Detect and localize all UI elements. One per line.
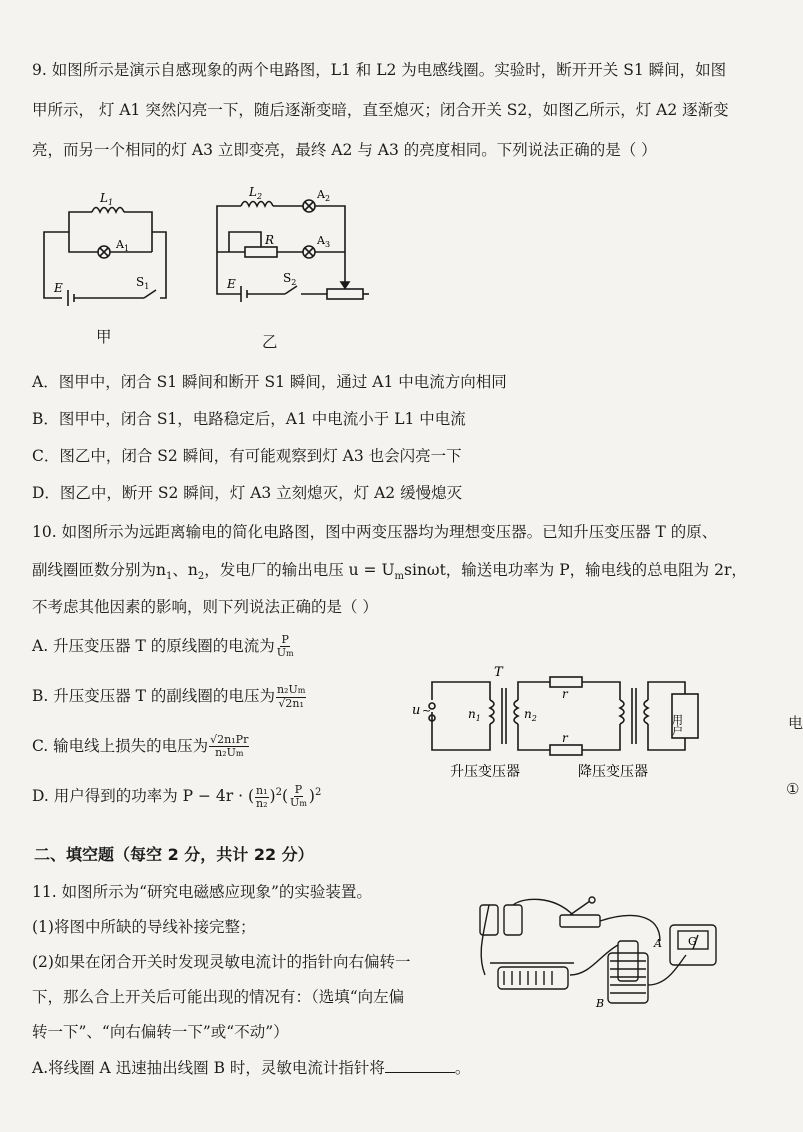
q9-figure-jia bbox=[36, 180, 186, 310]
q11-part2-line1: (2)如果在闭合开关时发现灵敏电流计的指针向右偏转一 bbox=[32, 953, 411, 971]
q10-fig-n2-label: n bbox=[524, 707, 532, 721]
q9-yi-lamp-a2-sub: 2 bbox=[324, 194, 331, 203]
q9-jia-inductor-sub: 1 bbox=[107, 198, 114, 207]
svg-text:S1 bbox=[136, 275, 149, 291]
q11-fig-galvanometer-label: G bbox=[688, 935, 697, 948]
q9-jia-switch-label: S bbox=[136, 275, 145, 289]
q10-fig-n1-sub: 1 bbox=[475, 714, 481, 723]
section2-title: 二、填空题（每空 2 分，共计 22 分） bbox=[34, 845, 314, 864]
q10-option-b bbox=[32, 684, 307, 710]
q10-option-a-fraction bbox=[276, 634, 295, 660]
q10-fig-ac-symbol-icon: ~ bbox=[422, 704, 432, 717]
q11-part2-line2: 下，那么合上开关后可能出现的情况有：（选填“向左偏 bbox=[32, 988, 405, 1006]
q9-yi-rheostat-label: R bbox=[265, 233, 275, 247]
svg-text:n1 bbox=[468, 707, 481, 723]
q10-fig-r-top-label: r bbox=[562, 687, 568, 701]
margin-fragment-1: 电 bbox=[788, 714, 803, 732]
q11-fig-coil-b-label: B bbox=[596, 997, 605, 1010]
q10-option-a-den: U bbox=[276, 646, 287, 659]
q11-part2-a-text: A.将线圈 A 迅速抽出线圈 B 时，灵敏电流计指针将 bbox=[32, 1059, 385, 1077]
q10-option-d-f1-den: n₂ bbox=[256, 796, 268, 810]
q10-option-d-f2-den: U bbox=[290, 796, 300, 809]
q9-yi-lamp-a3-label: A bbox=[317, 234, 325, 247]
q10-fig-voltage-label: u bbox=[412, 703, 421, 718]
q10-option-b-text: B. 升压变压器 T 的副线圈的电压为 bbox=[32, 687, 275, 705]
svg-text:A2 bbox=[316, 188, 330, 203]
q9-yi-switch-sub: 2 bbox=[291, 278, 297, 287]
svg-text:S2 bbox=[283, 271, 296, 287]
q10-option-c-den: n₂U bbox=[215, 746, 236, 759]
q10-transmission-figure bbox=[410, 664, 710, 784]
q9-option-b: B．图甲中，闭合 S1，电路稳定后，A1 中电流小于 L1 中电流 bbox=[32, 410, 466, 428]
q10-stem-line3: 不考虑其他因素的影响，则下列说法正确的是（ ） bbox=[32, 598, 378, 616]
q9-stem-line3: 亮，而另一个相同的灯 A3 立即变亮，最终 A2 与 A3 的亮度相同。下列说法正确的是（ ） bbox=[32, 141, 657, 159]
q9-option-c: C．图乙中，闭合 S2 瞬间，有可能观察到灯 A3 也会闪亮一下 bbox=[32, 447, 462, 465]
svg-text:L1 bbox=[99, 191, 113, 207]
svg-text:L2 bbox=[248, 185, 262, 201]
q11-part1: (1)将图中所缺的导线补接完整； bbox=[32, 918, 256, 936]
q10-option-a-den-sub: m bbox=[286, 649, 294, 658]
q10-option-a-text: A. 升压变压器 T 的原线圈的电流为 bbox=[32, 637, 275, 655]
q10-option-d-exp2: 2 bbox=[314, 786, 322, 798]
q9-jia-inductor-label: L bbox=[100, 191, 108, 205]
q11-part2-a bbox=[32, 1056, 470, 1078]
q9-figure-jia-caption: 甲 bbox=[96, 328, 112, 346]
margin-fragment-2: ① bbox=[786, 780, 800, 798]
q9-yi-inductor-label: L bbox=[249, 185, 257, 199]
q10-stem-line2 bbox=[32, 558, 747, 582]
q10-fig-step-up-label: 升压变压器 bbox=[450, 764, 520, 780]
q10-line2-sub2: 2 bbox=[197, 571, 205, 583]
q10-option-b-fraction bbox=[276, 684, 306, 710]
q9-option-d: D．图乙中，断开 S2 瞬间，灯 A3 立刻熄灭，灯 A2 缓慢熄灭 bbox=[32, 484, 463, 502]
q10-option-c-fraction bbox=[209, 734, 249, 760]
q10-stem-line1: 10. 如图所示为远距离输电的简化电路图，图中两变压器均为理想变压器。已知升压变压器 T 的原、 bbox=[32, 523, 718, 541]
q9-jia-lamp-label: A bbox=[116, 238, 124, 251]
q10-option-a bbox=[32, 634, 296, 660]
q10-option-b-num: n₂U bbox=[276, 683, 298, 696]
q10-option-d-fraction1 bbox=[255, 785, 269, 810]
q10-option-d-f1-num: n₁ bbox=[256, 783, 268, 797]
q11-fig-coil-a-label: A bbox=[654, 937, 662, 950]
q10-option-d-fraction2 bbox=[289, 784, 308, 810]
svg-text:A1 bbox=[115, 238, 129, 253]
svg-text:n2 bbox=[524, 707, 537, 723]
q10-option-d: D. 用户得到的功率为 P − 4r · ( $\frac{\text{n₁}}{\text{n₂}}$ )$^2$( $\frac{P}{Um}$ )$^2$ bbox=[32, 783, 322, 810]
q10-fig-user-label: 用户 bbox=[670, 714, 684, 736]
q10-line2-sub3: m bbox=[394, 571, 405, 583]
q10-option-b-num-sub: m bbox=[297, 686, 306, 695]
q10-option-d-f2-den-sub: m bbox=[299, 799, 307, 808]
q11-part2-line3: 转一下”、“向右偏转一下”或“不动”） bbox=[32, 1023, 289, 1041]
q9-figure-yi bbox=[205, 176, 380, 310]
q10-line2-b: 、n bbox=[172, 561, 198, 579]
q9-jia-switch-sub: 1 bbox=[144, 282, 150, 291]
q9-stem-line2: 甲所示， 灯 A1 突然闪亮一下，随后逐渐变暗，直至熄灭；闭合开关 S2，如图乙所示，灯 A2 逐渐变 bbox=[32, 101, 729, 119]
q10-line2-c: ，发电厂的输出电压 u = U bbox=[204, 561, 395, 579]
q10-option-d-f2-num: P bbox=[294, 783, 303, 796]
q10-option-b-den: √2n₁ bbox=[278, 697, 304, 710]
q11-answer-blank[interactable] bbox=[385, 1058, 455, 1073]
svg-text:A3 bbox=[316, 234, 330, 249]
q10-line2-sub1: 1 bbox=[165, 571, 173, 583]
q10-option-c-den-sub: m bbox=[235, 749, 244, 758]
q10-option-c-text: C. 输电线上损失的电压为 bbox=[32, 737, 209, 755]
q9-jia-lamp-sub: 1 bbox=[123, 244, 130, 253]
q10-line2-a: 副线圈匝数分别为n bbox=[32, 561, 166, 579]
q10-option-c-num: √2n₁Pr bbox=[210, 733, 249, 746]
q10-fig-n1-label: n bbox=[468, 707, 476, 721]
q11-part2-a-end: 。 bbox=[454, 1059, 471, 1077]
q10-option-c bbox=[32, 734, 250, 760]
q11-apparatus-figure bbox=[470, 895, 730, 1010]
q10-fig-step-down-label: 降压变压器 bbox=[578, 764, 648, 780]
q9-yi-lamp-a2-label: A bbox=[317, 188, 325, 201]
q10-option-d-text: D. 用户得到的功率为 P − 4r · bbox=[32, 787, 248, 805]
q9-option-a: A．图甲中，闭合 S1 瞬间和断开 S1 瞬间，通过 A1 中电流方向相同 bbox=[32, 373, 507, 391]
q9-yi-lamp-a3-sub: 3 bbox=[324, 240, 331, 249]
q11-stem-line1: 11. 如图所示为“研究电磁感应现象”的实验装置。 bbox=[32, 883, 372, 901]
q9-jia-battery-label: E bbox=[54, 281, 63, 295]
q9-yi-battery-label: E bbox=[227, 277, 236, 291]
q10-option-d-exp1: 2 bbox=[275, 786, 282, 798]
q9-yi-inductor-sub: 2 bbox=[256, 192, 263, 201]
q9-yi-switch-label: S bbox=[283, 271, 292, 285]
q10-option-a-num: P bbox=[281, 633, 289, 646]
q10-fig-transformer-label: T bbox=[494, 665, 503, 680]
q9-figure-yi-caption: 乙 bbox=[262, 333, 278, 351]
q10-line2-d: sinωt，输送电功率为 P，输电线的总电阻为 2r， bbox=[404, 561, 747, 579]
q10-fig-r-bottom-label: r bbox=[562, 731, 568, 745]
q10-fig-n2-sub: 2 bbox=[531, 714, 537, 723]
q9-stem-line1: 9. 如图所示是演示自感现象的两个电路图，L1 和 L2 为电感线圈。实验时，断开开关 S1 瞬间，如图 bbox=[32, 61, 727, 79]
